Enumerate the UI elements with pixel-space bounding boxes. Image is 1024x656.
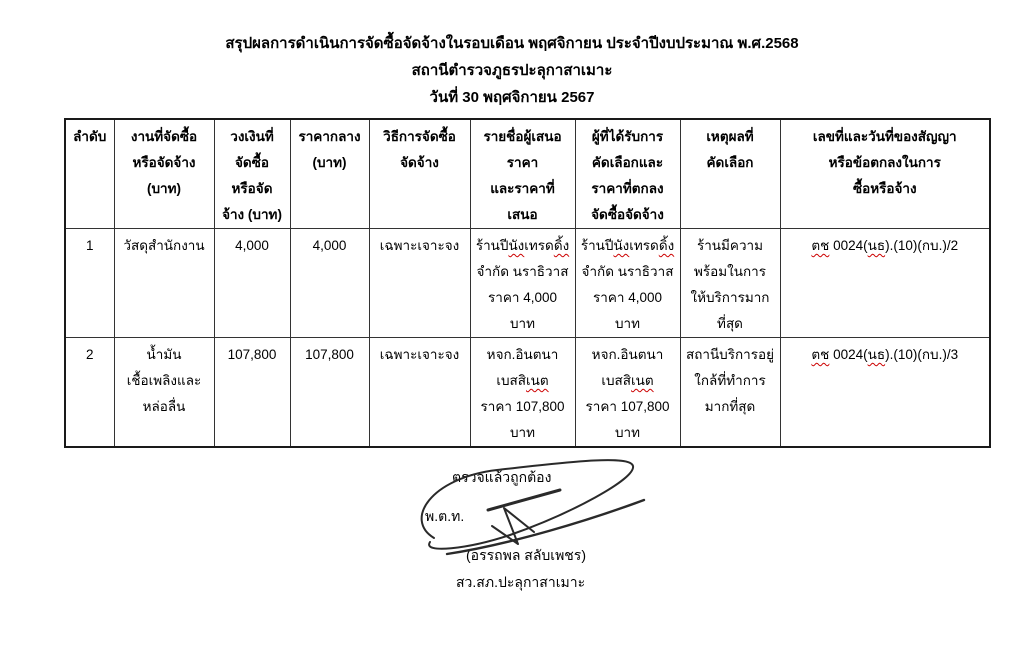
spellcheck-marked-text: ตช <box>811 347 830 362</box>
cell-text: และราคาที่ <box>490 181 555 196</box>
cell-text: หรือจัด <box>231 181 273 196</box>
table-cell <box>290 338 369 448</box>
cell-text: ราคา 107,800 <box>480 399 565 414</box>
header-cell <box>680 119 780 229</box>
table-cell <box>214 338 290 448</box>
cell-text: งานที่จัดซื้อ <box>130 129 198 144</box>
signer-position: สว.สภ.ปะลุกาสาเมาะ <box>456 574 586 590</box>
table-body <box>65 229 990 448</box>
header-cell <box>65 119 114 229</box>
cell-text: ลำดับ <box>73 129 107 144</box>
spellcheck-marked-text: นธ <box>867 347 886 362</box>
cell-text: วงเงินที่ <box>230 129 274 144</box>
cell-text: ราคา <box>506 155 539 170</box>
cell-text: จำกัด นราธิวาส <box>476 264 569 279</box>
header-cell <box>575 119 680 229</box>
cell-text: เหตุผลที่ <box>706 129 754 144</box>
cell-text: บาท <box>509 316 536 331</box>
cell-text: น้ำมัน <box>146 347 182 362</box>
cell-text: เบสสิ <box>601 373 632 388</box>
header-cell <box>114 119 214 229</box>
table-cell <box>114 338 214 448</box>
table-cell <box>470 229 575 338</box>
table-cell <box>680 229 780 338</box>
station-name: สถานีตำรวจภูธรปะลุกาสาเมาะ <box>411 62 613 79</box>
handwritten-signature <box>392 448 652 558</box>
cell-text: (บาท) <box>312 155 347 170</box>
table-cell <box>680 338 780 448</box>
verified-text: ตรวจแล้วถูกต้อง <box>452 469 552 485</box>
cell-text: 4,000 <box>312 238 347 253</box>
cell-text: หล่อลื่น <box>142 399 186 414</box>
cell-text: จัดซื้อ <box>235 155 269 170</box>
cell-text: ที่สุด <box>717 316 743 331</box>
table-cell <box>65 338 114 448</box>
report-title: สรุปผลการดำเนินการจัดซื้อจัดจ้างในรอบเดือน พฤศจิกายน ประจำปีงบประมาณ พ.ศ.2568 <box>225 35 799 52</box>
cell-text: บาท <box>509 425 536 440</box>
title-block <box>0 30 1024 111</box>
spellcheck-marked-text: ดิ้ง <box>658 238 675 253</box>
header-cell <box>290 119 369 229</box>
table-cell <box>369 338 470 448</box>
spellcheck-marked-text: ตช <box>811 238 830 253</box>
cell-text: 0024( <box>829 347 868 362</box>
cell-text: หจก.อินตนา <box>591 347 664 362</box>
cell-text: ราคากลาง <box>298 129 361 144</box>
cell-text: ).(10)(กบ.)/2 <box>885 238 959 253</box>
header-row <box>65 119 990 229</box>
cell-text: 2 <box>85 347 94 362</box>
cell-text: 0024( <box>829 238 868 253</box>
cell-text: จำกัด นราธิวาส <box>581 264 674 279</box>
cell-text: ราคา 4,000 <box>593 290 662 305</box>
cell-text: ซื้อหรือจ้าง <box>852 181 917 196</box>
cell-text: เฉพาะเจาะจง <box>379 347 460 362</box>
cell-text: หรือข้อตกลงในการ <box>828 155 941 170</box>
table-cell <box>369 229 470 338</box>
cell-text: ให้บริการมาก <box>690 290 770 305</box>
table-cell <box>290 229 369 338</box>
cell-text: เทรด <box>629 238 659 253</box>
header-cell <box>369 119 470 229</box>
table-cell <box>575 338 680 448</box>
cell-text: ผู้ที่ได้รับการ <box>591 129 664 144</box>
cell-text: 1 <box>85 238 94 253</box>
cell-text: ราคาที่ตกลง <box>591 181 664 196</box>
table-head <box>65 119 990 229</box>
spellcheck-marked-text: นัง <box>508 238 525 253</box>
cell-text: ใกล้ที่ทำการ <box>694 373 766 388</box>
cell-text: เสนอ <box>507 207 538 222</box>
signer-rank: พ.ต.ท. <box>425 508 465 524</box>
cell-text: จัดจ้าง <box>400 155 439 170</box>
cell-text: ราคา 107,800 <box>585 399 670 414</box>
spellcheck-marked-text: นัง <box>613 238 630 253</box>
cell-text: สถานีบริการอยู่ <box>685 347 775 362</box>
cell-text: ราคา 4,000 <box>488 290 557 305</box>
cell-text: เชื้อเพลิงและ <box>126 373 202 388</box>
cell-text: เบสสิ <box>496 373 527 388</box>
cell-text: คัดเลือกและ <box>591 155 664 170</box>
cell-text: จ้าง (บาท) <box>222 207 282 222</box>
cell-text: ร้านปี <box>580 238 614 253</box>
header-cell <box>214 119 290 229</box>
cell-text: ).(10)(กบ.)/3 <box>885 347 959 362</box>
cell-text: ร้านปี <box>475 238 509 253</box>
cell-text: เทรด <box>524 238 554 253</box>
procurement-table <box>64 118 991 448</box>
cell-text: บาท <box>614 425 641 440</box>
table-cell <box>114 229 214 338</box>
spellcheck-marked-text: เนต <box>631 373 654 388</box>
header-cell <box>470 119 575 229</box>
table-cell <box>780 338 990 448</box>
table-row <box>65 229 990 338</box>
table-cell <box>470 338 575 448</box>
cell-text: เลขที่และวันที่ของสัญญา <box>812 129 957 144</box>
cell-text: จัดซื้อจัดจ้าง <box>591 207 664 222</box>
cell-text: วัสดุสำนักงาน <box>123 238 205 253</box>
table-cell <box>780 229 990 338</box>
signer-name: (อรรถพล สลับเพชร) <box>466 547 586 563</box>
table-cell <box>575 229 680 338</box>
spellcheck-marked-text: นธ <box>867 238 886 253</box>
cell-text: 107,800 <box>227 347 277 362</box>
cell-text: 107,800 <box>305 347 354 362</box>
cell-text: หจก.อินตนา <box>486 347 559 362</box>
cell-text: วิธีการจัดซื้อ <box>383 129 456 144</box>
cell-text: พร้อมในการ <box>694 264 766 279</box>
table-cell <box>65 229 114 338</box>
cell-text: 4,000 <box>235 238 269 253</box>
cell-text: (บาท) <box>146 181 182 196</box>
cell-text: บาท <box>614 316 641 331</box>
spellcheck-marked-text: ดิ้ง <box>553 238 570 253</box>
cell-text: ร้านมีความ <box>696 238 764 253</box>
cell-text: รายชื่อผู้เสนอ <box>483 129 562 144</box>
report-date: วันที่ 30 พฤศจิกายน 2567 <box>429 89 595 106</box>
cell-text: คัดเลือก <box>706 155 754 170</box>
cell-text: เฉพาะเจาะจง <box>379 238 460 253</box>
table-cell <box>214 229 290 338</box>
table-row <box>65 338 990 448</box>
cell-text: หรือจัดจ้าง <box>132 155 196 170</box>
header-cell <box>780 119 990 229</box>
spellcheck-marked-text: เนต <box>526 373 549 388</box>
cell-text: มากที่สุด <box>704 399 756 414</box>
